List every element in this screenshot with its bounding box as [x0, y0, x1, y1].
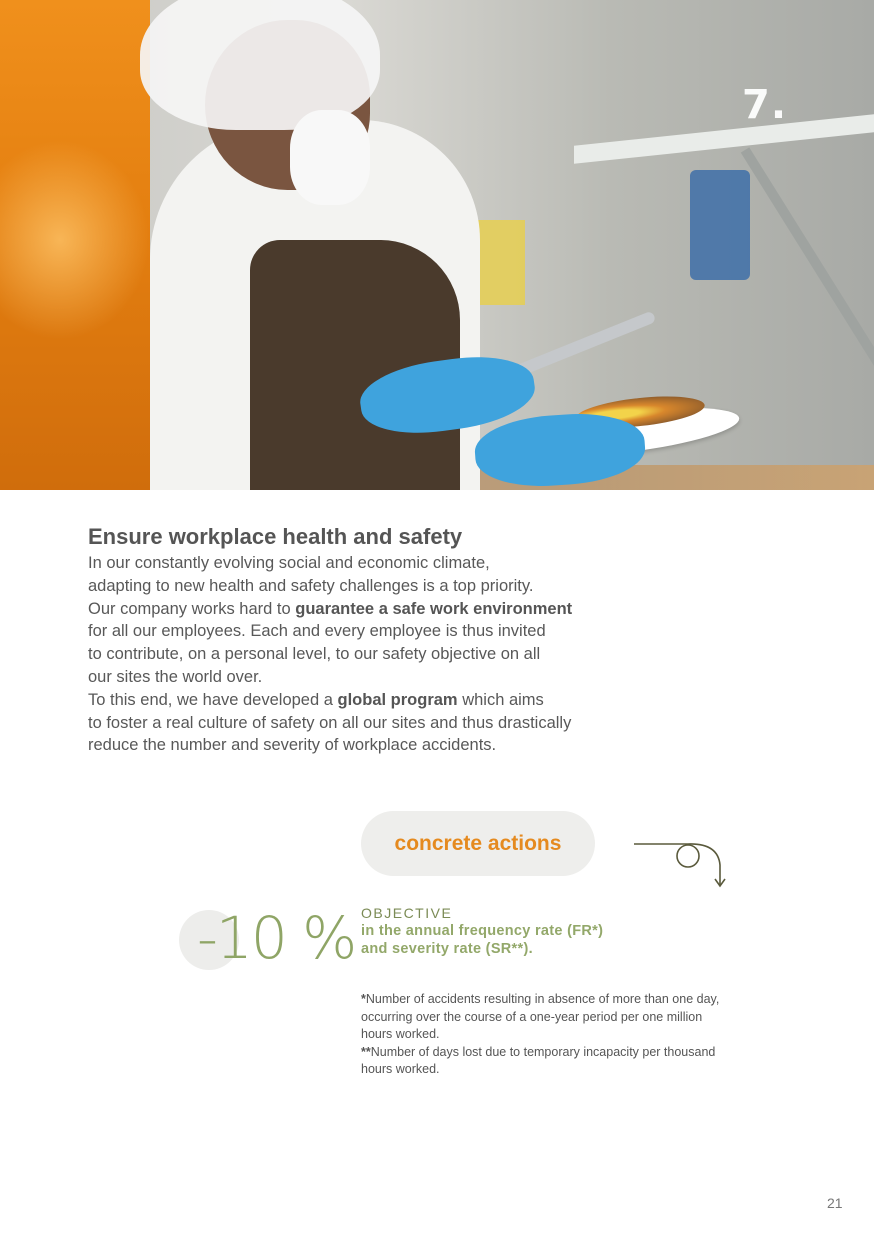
concrete-actions-badge: concrete actions — [361, 811, 595, 876]
chapter-number: 7. — [742, 82, 788, 128]
body-line-text: Our company works hard to — [88, 599, 296, 618]
body-line — [88, 666, 628, 689]
footnote-text: Number of days lost due to temporary incapacity per thousand — [370, 1044, 716, 1059]
footnote-line — [361, 991, 761, 1009]
orange-glow — [0, 140, 150, 340]
footnotes — [361, 991, 761, 1079]
footnote-text: hours worked. — [361, 1027, 440, 1041]
footnote-mark: ** — [361, 1044, 371, 1059]
hero-photo — [0, 0, 874, 490]
footnote-text: hours worked. — [361, 1062, 440, 1076]
body-paragraph — [88, 552, 628, 757]
body-line-text: our sites the world over. — [88, 667, 263, 686]
body-line — [88, 575, 628, 598]
objective-line: in the annual frequency rate (FR*) — [361, 923, 604, 939]
objective-line: and severity rate (SR**). — [361, 941, 533, 957]
kitchen-shelf — [574, 114, 874, 164]
curved-arrow-icon — [630, 835, 730, 895]
body-emphasis: guarantee a safe work environment — [295, 599, 573, 618]
face-mask — [290, 110, 370, 205]
page-number: 21 — [827, 1195, 843, 1211]
footnote-mark: * — [361, 992, 366, 1006]
body-line-text: To this end, we have developed a — [88, 690, 338, 709]
body-line-text: to contribute, on a personal level, to our safety objective on all — [88, 645, 541, 664]
body-line — [88, 620, 628, 643]
body-line-text: In our constantly evolving social and economic climate, — [88, 554, 490, 572]
body-line — [88, 734, 628, 757]
kitchen-rail — [741, 147, 874, 432]
body-line — [88, 712, 628, 735]
body-line-text: reduce the number and severity of workplace accidents. — [88, 736, 497, 755]
body-line — [88, 643, 628, 666]
body-emphasis: global program — [337, 690, 458, 709]
body-line — [88, 689, 628, 712]
footnote-text: occurring over the course of a one-year period per one million — [361, 1009, 703, 1024]
footnote-line — [361, 1044, 761, 1062]
footnote-line — [361, 1009, 761, 1027]
kitchen-background-object — [690, 170, 750, 280]
body-line-text: which aims — [457, 690, 544, 709]
stat-value: -10 % — [197, 904, 356, 972]
body-line-text: adapting to new health and safety challenges is a top priority. — [88, 576, 534, 595]
body-line — [88, 552, 628, 575]
footnote-line — [361, 1026, 761, 1044]
objective-block — [361, 904, 603, 958]
footnote-line — [361, 1061, 761, 1079]
body-line-text: to foster a real culture of safety on all our sites and thus drastically — [88, 713, 572, 732]
footnote-text: Number of accidents resulting in absence of more than one day, — [365, 992, 720, 1006]
objective-label: OBJECTIVE — [361, 905, 453, 921]
body-line — [88, 598, 628, 621]
section-title: Ensure workplace health and safety — [88, 524, 463, 549]
body-line-text: for all our employees. Each and every employee is thus invited — [88, 622, 546, 641]
